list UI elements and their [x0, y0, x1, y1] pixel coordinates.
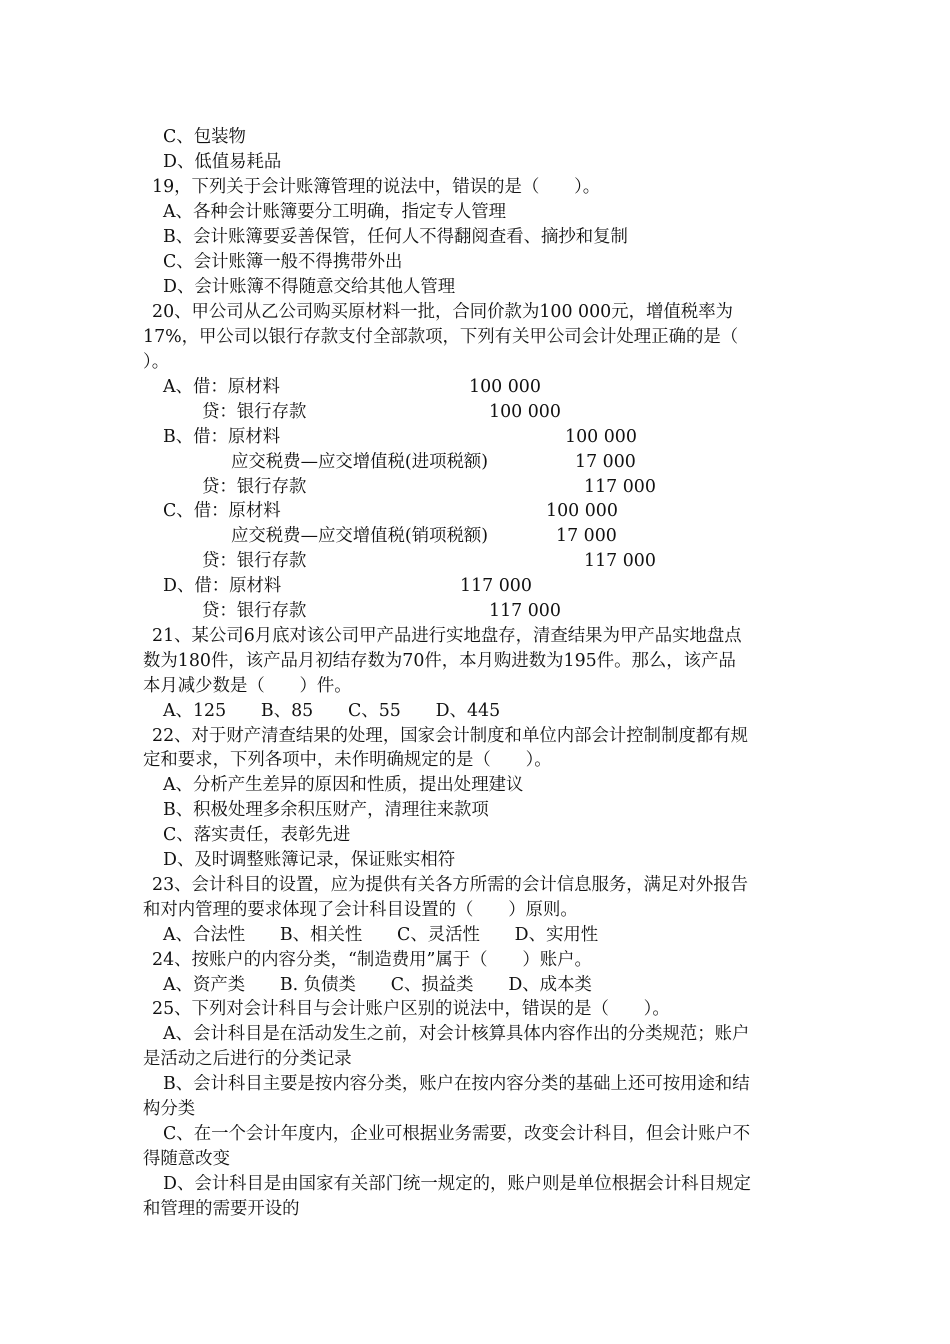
q18-option-d: D、低值易耗品: [163, 152, 282, 172]
q21-stem-line1: 21、某公司6月底对该公司甲产品进行实地盘存，清查结果为甲产品实地盘点: [152, 626, 742, 646]
q22-stem-line1: 22、对于财产清查结果的处理，国家会计制度和单位内部会计控制制度都有规: [152, 726, 749, 746]
q23-stem-line2: 和对内管理的要求体现了会计科目设置的（ ）原则。: [143, 900, 578, 920]
q21-options: A、125 B、85 C、55 D、445: [163, 701, 501, 721]
q22-option-b: B、积极处理多余积压财产，清理往来款项: [163, 800, 489, 820]
q19-option-c: C、会计账簿一般不得携带外出: [163, 252, 403, 272]
q25-option-b-line1: B、会计科目主要是按内容分类，账户在按内容分类的基础上还可按用途和结: [163, 1074, 750, 1094]
q22-option-c: C、落实责任，表彰先进: [163, 825, 351, 845]
q20-b-credit-amount: 117 000: [584, 477, 656, 497]
q22-option-a: A、分析产生差异的原因和性质，提出处理建议: [163, 775, 524, 795]
q19-stem: 19，下列关于会计账簿管理的说法中，错误的是（ ）。: [152, 177, 601, 197]
q24-stem: 24、按账户的内容分类，“制造费用”属于（ ）账户。: [152, 950, 592, 970]
q20-b-debit-amount: 100 000: [565, 427, 637, 447]
q20-a-credit-label: 贷：银行存款: [202, 402, 307, 422]
q20-c-debit-label: C、借：原材料: [163, 501, 281, 521]
q20-stem-line3: ）。: [143, 352, 170, 372]
q21-stem-line3: 本月减少数是（ ）件。: [143, 676, 352, 696]
q20-b-debit-label: B、借：原材料: [163, 427, 281, 447]
q25-option-a-line1: A、会计科目是在活动发生之前，对会计核算具体内容作出的分类规范；账户: [163, 1024, 750, 1044]
q20-b-debit2-label: 应交税费—应交增值税(进项税额): [231, 452, 489, 472]
q20-c-debit2-label: 应交税费—应交增值税(销项税额): [231, 526, 489, 546]
q20-c-credit-label: 贷：银行存款: [202, 551, 307, 571]
q25-option-b-line2: 构分类: [143, 1099, 196, 1119]
q25-option-d-line2: 和管理的需要开设的: [143, 1199, 300, 1219]
q20-d-credit-amount: 117 000: [489, 601, 561, 621]
q20-d-debit-label: D、借：原材料: [163, 576, 282, 596]
q20-c-credit-amount: 117 000: [584, 551, 656, 571]
q20-c-debit-amount: 100 000: [546, 501, 618, 521]
q20-d-credit-label: 贷：银行存款: [202, 601, 307, 621]
q20-a-debit-label: A、借：原材料: [163, 377, 280, 397]
q25-option-a-line2: 是活动之后进行的分类记录: [143, 1049, 352, 1069]
q23-stem-line1: 23、会计科目的设置，应为提供有关各方所需的会计信息服务，满足对外报告: [152, 875, 749, 895]
q25-option-d-line1: D、会计科目是由国家有关部门统一规定的，账户则是单位根据会计科目规定: [163, 1174, 751, 1194]
q20-c-debit2-amount: 17 000: [556, 526, 617, 546]
q20-a-debit-amount: 100 000: [469, 377, 541, 397]
q20-b-credit-label: 贷：银行存款: [202, 477, 307, 497]
q22-stem-line2: 定和要求，下列各项中，未作明确规定的是（ ）。: [143, 750, 552, 770]
q25-option-c-line2: 得随意改变: [143, 1149, 230, 1169]
q23-options: A、合法性 B、相关性 C、灵活性 D、实用性: [163, 925, 599, 945]
q25-option-c-line1: C、在一个会计年度内，企业可根据业务需要，改变会计科目，但会计账户不: [163, 1124, 751, 1144]
q20-d-debit-amount: 117 000: [460, 576, 532, 596]
q19-option-d: D、会计账簿不得随意交给其他人管理: [163, 277, 456, 297]
q21-stem-line2: 数为180件，该产品月初结存数为70件，本月购进数为195件。那么，该产品: [143, 651, 736, 671]
q22-option-d: D、及时调整账簿记录，保证账实相符: [163, 850, 456, 870]
q20-stem-line1: 20、甲公司从乙公司购买原材料一批，合同价款为100 000元，增值税率为: [152, 302, 733, 322]
q19-option-b: B、会计账簿要妥善保管，任何人不得翻阅查看、摘抄和复制: [163, 227, 628, 247]
q20-b-debit2-amount: 17 000: [575, 452, 636, 472]
q25-stem: 25、下列对会计科目与会计账户区别的说法中，错误的是（ ）。: [152, 999, 670, 1019]
q24-options: A、资产类 B. 负债类 C、损益类 D、成本类: [163, 975, 592, 995]
q20-a-credit-amount: 100 000: [489, 402, 561, 422]
q19-option-a: A、各种会计账簿要分工明确，指定专人管理: [163, 202, 506, 222]
q20-stem-line2: 17%，甲公司以银行存款支付全部款项，下列有关甲公司会计处理正确的是（: [143, 327, 739, 347]
q18-option-c: C、包装物: [163, 127, 246, 147]
